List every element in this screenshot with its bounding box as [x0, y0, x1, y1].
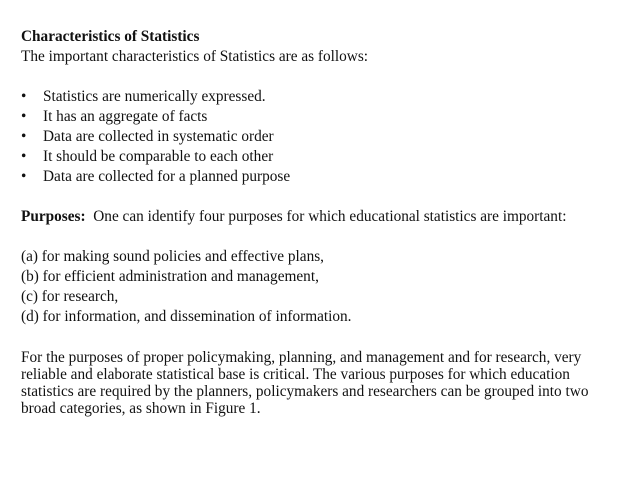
paragraph-line: statistics are required by the planners, policymakers and researchers can be grouped into two: [21, 383, 589, 400]
list-item: [21, 167, 621, 187]
spacer: [21, 227, 621, 247]
bullet-icon: •: [21, 88, 27, 105]
paragraph-line: broad categories, as shown in Figure 1.: [21, 400, 261, 417]
paragraph-line: reliable and elaborate statistical base is critical. The various purposes for which education: [21, 366, 570, 383]
closing-paragraph: [21, 349, 619, 417]
list-item-text: Data are collected in systematic order: [43, 128, 274, 145]
bullet-icon: •: [21, 168, 27, 185]
bullet-icon: •: [21, 128, 27, 145]
purpose-item: (a) for making sound policies and effective plans,: [21, 248, 325, 265]
heading: Characteristics of Statistics: [21, 28, 200, 45]
purposes-label: Purposes:: [21, 208, 86, 225]
bullet-icon: •: [21, 108, 27, 125]
spacer: [21, 187, 621, 207]
spacer: [21, 327, 621, 349]
bullet-icon: •: [21, 148, 27, 165]
intro-text: The important characteristics of Statistics are as follows:: [21, 48, 369, 65]
purpose-item: (d) for information, and dissemination of information.: [21, 308, 352, 325]
purpose-item: (c) for research,: [21, 288, 119, 305]
list-item: [21, 147, 621, 167]
list-item-text: It should be comparable to each other: [43, 148, 274, 165]
characteristics-list: [21, 87, 621, 187]
list-item: [21, 127, 621, 147]
list-item-text: Data are collected for a planned purpose: [43, 168, 291, 185]
list-item: [21, 87, 621, 107]
list-item: [21, 107, 621, 127]
list-item-text: Statistics are numerically expressed.: [43, 88, 266, 105]
document-page: [21, 27, 621, 417]
list-item-text: It has an aggregate of facts: [43, 108, 208, 125]
purpose-item: (b) for efficient administration and management,: [21, 268, 319, 285]
purposes-text: One can identify four purposes for which educational statistics are important:: [93, 208, 567, 225]
purposes-statement: [21, 207, 621, 227]
paragraph-line: For the purposes of proper policymaking, planning, and management and for research, very: [21, 349, 582, 366]
spacer: [21, 67, 621, 87]
